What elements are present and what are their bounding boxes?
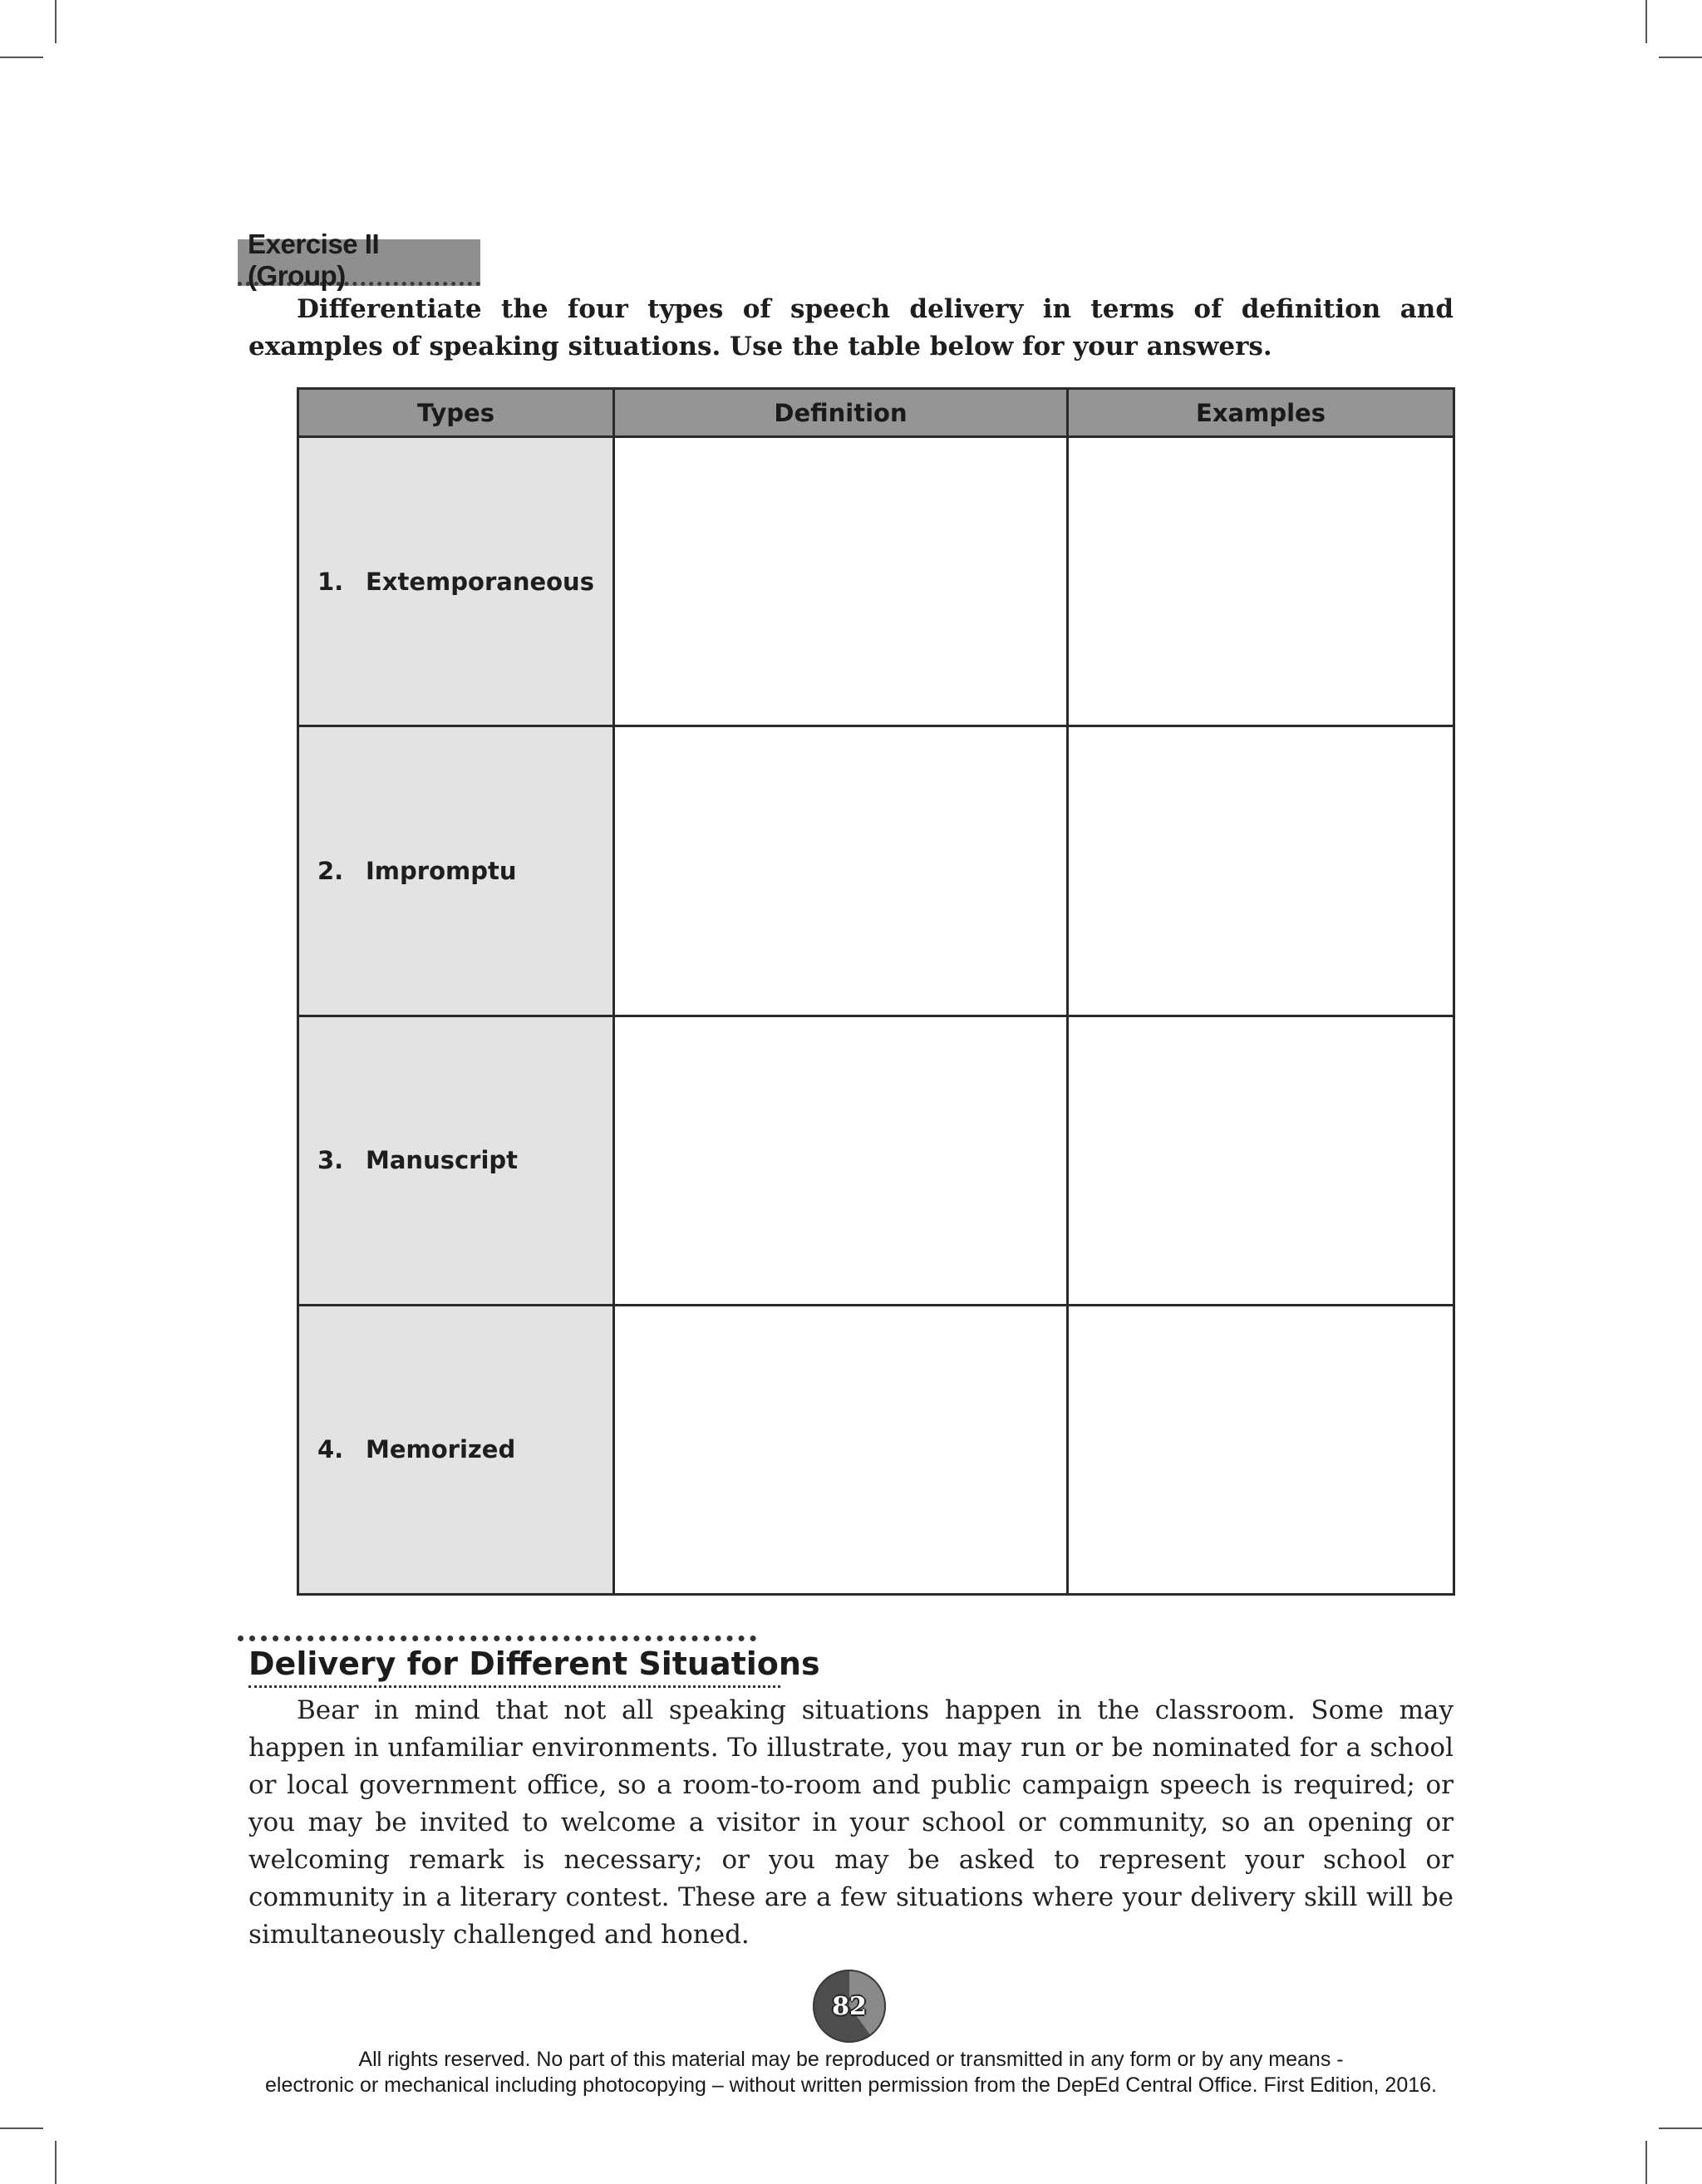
type-number: 3. (317, 1146, 344, 1175)
table-row (298, 437, 1454, 726)
exercise-instructions: Differentiate the four types of speech delivery in terms of definition and examples of speaking situations. Use the table below for your answers. (248, 294, 1454, 362)
speech-delivery-table (297, 387, 1455, 1596)
type-number: 1. (317, 567, 344, 596)
copyright-footer (166, 2047, 1536, 2098)
type-number: 4. (317, 1435, 344, 1464)
section-body: Bear in mind that not all speaking situations happen in the classroom. Some may happen in unfamiliar environments. To illustrate, you may run or be nominated for a school or local government office, so a room-to-room and public campaign speech is required; or you may be invited to welcome a visitor in your school or community, so an opening or welcoming remark is necessary; or you may be asked to represent your school or community in a literary contest. These are a few situations where your delivery skill will be simultaneously challenged and honed. (248, 1695, 1454, 1950)
examples-answer-cell[interactable] (1068, 726, 1454, 1016)
definition-answer-cell[interactable] (614, 437, 1068, 726)
footer-line: electronic or mechanical including photocopying – without written permission from the DepEd Central Office. First Edition, 2016. (265, 2073, 1437, 2097)
type-cell (298, 1305, 614, 1594)
crop-mark (55, 0, 57, 43)
definition-answer-cell[interactable] (614, 1305, 1068, 1594)
type-label: Manuscript (366, 1146, 519, 1175)
type-label: Impromptu (366, 856, 517, 885)
table-row (298, 726, 1454, 1016)
crop-mark (1659, 2127, 1702, 2129)
footer-line: All rights reserved. No part of this material may be reproduced or transmitted in any form or by any means - (358, 2048, 1344, 2071)
page-number: 82 (832, 1991, 867, 2021)
type-label: Extemporaneous (366, 567, 594, 596)
type-cell (298, 1016, 614, 1305)
header-types: Types (298, 389, 614, 437)
crop-mark (0, 2127, 43, 2129)
type-label: Memorized (366, 1435, 516, 1464)
exercise-label: Exercise II (Group) (238, 239, 480, 286)
crop-mark (1645, 0, 1647, 43)
definition-answer-cell[interactable] (614, 1016, 1068, 1305)
header-examples: Examples (1068, 389, 1454, 437)
type-cell (298, 726, 614, 1016)
header-definition: Definition (614, 389, 1068, 437)
type-cell (298, 437, 614, 726)
definition-answer-cell[interactable] (614, 726, 1068, 1016)
section-underline (248, 1685, 780, 1688)
crop-mark (1645, 2141, 1647, 2184)
table-row (298, 1016, 1454, 1305)
crop-mark (0, 57, 43, 58)
table-header-row (298, 389, 1454, 437)
section-title: Delivery for Different Situations (248, 1645, 820, 1682)
type-number: 2. (317, 856, 344, 885)
crop-mark (55, 2141, 57, 2184)
table-row (298, 1305, 1454, 1594)
examples-answer-cell[interactable] (1068, 437, 1454, 726)
crop-mark (1659, 57, 1702, 58)
page-number-badge (813, 1970, 886, 2043)
examples-answer-cell[interactable] (1068, 1305, 1454, 1594)
examples-answer-cell[interactable] (1068, 1016, 1454, 1305)
